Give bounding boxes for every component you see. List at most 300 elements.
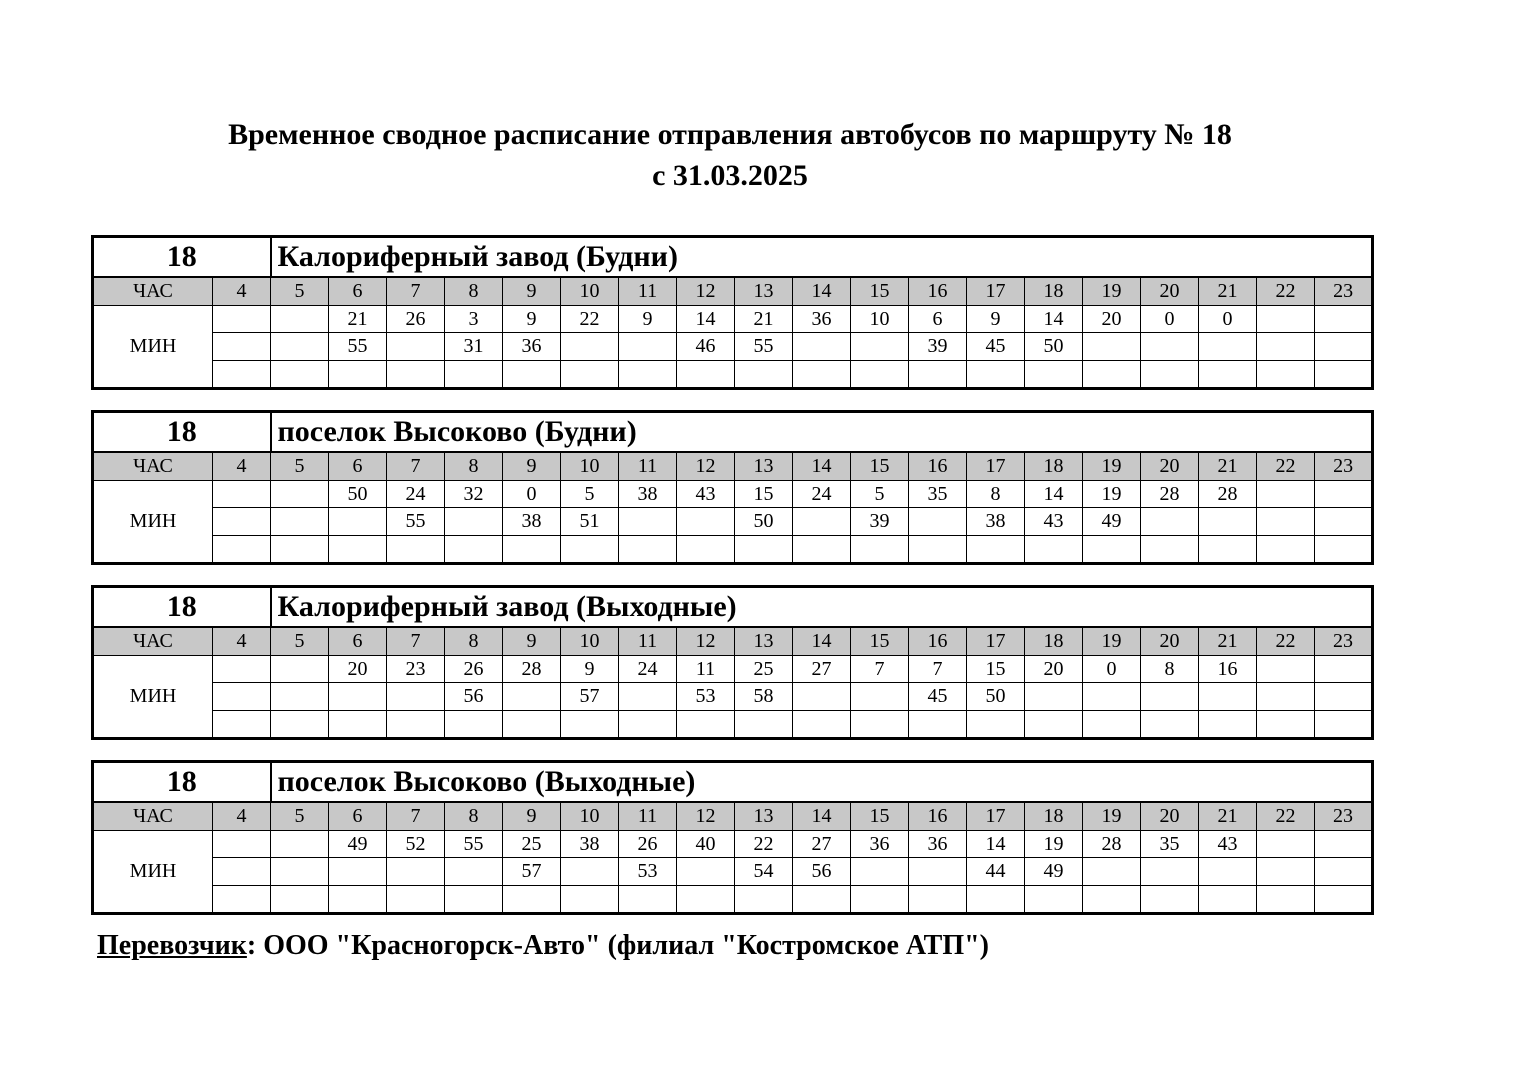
minute-cell: 27 [793, 655, 851, 683]
minute-cell [1315, 683, 1373, 711]
minute-cell: 36 [851, 830, 909, 858]
hour-cell: 20 [1141, 277, 1199, 305]
minute-cell: 43 [1025, 508, 1083, 536]
minute-cell [1199, 360, 1257, 389]
minute-cell: 56 [445, 683, 503, 711]
minute-cell: 49 [1025, 858, 1083, 886]
minute-cell: 20 [1083, 305, 1141, 333]
minute-cell [1315, 655, 1373, 683]
minute-cell: 35 [1141, 830, 1199, 858]
minute-cell [1199, 710, 1257, 739]
minute-cell: 21 [329, 305, 387, 333]
minute-cell [1257, 830, 1315, 858]
minute-cell [445, 360, 503, 389]
minute-cell [909, 858, 967, 886]
minute-cell [793, 333, 851, 361]
minute-cell: 32 [445, 480, 503, 508]
minute-cell: 24 [387, 480, 445, 508]
minute-cell: 20 [1025, 655, 1083, 683]
minute-cell: 14 [1025, 480, 1083, 508]
minute-cell [1083, 333, 1141, 361]
minute-cell [677, 508, 735, 536]
hour-cell: 17 [967, 802, 1025, 830]
hour-cell: 14 [793, 277, 851, 305]
hour-cell: 23 [1315, 277, 1373, 305]
minute-cell: 15 [967, 655, 1025, 683]
minute-cell [1257, 333, 1315, 361]
hour-cell: 19 [1083, 277, 1141, 305]
minute-cell [1025, 535, 1083, 564]
minute-cell [909, 360, 967, 389]
minute-cell: 39 [909, 333, 967, 361]
minute-cell [1315, 333, 1373, 361]
minute-cell [271, 360, 329, 389]
minute-cell: 20 [329, 655, 387, 683]
hour-cell: 18 [1025, 802, 1083, 830]
minute-cell [329, 360, 387, 389]
minute-cell [677, 535, 735, 564]
minute-cell [387, 885, 445, 914]
minute-label: МИН [93, 480, 213, 564]
minute-cell: 10 [851, 305, 909, 333]
minute-cell [1083, 535, 1141, 564]
minute-cell [1083, 858, 1141, 886]
minute-cell [1199, 535, 1257, 564]
minute-cell [677, 858, 735, 886]
hour-cell: 11 [619, 277, 677, 305]
minute-cell [851, 710, 909, 739]
minute-cell: 55 [329, 333, 387, 361]
minute-cell [271, 830, 329, 858]
minute-cell: 24 [793, 480, 851, 508]
minute-cell: 16 [1199, 655, 1257, 683]
minute-cell: 36 [909, 830, 967, 858]
minute-cell [1199, 333, 1257, 361]
minute-cell [1025, 885, 1083, 914]
minute-cell: 53 [619, 858, 677, 886]
minute-cell [271, 508, 329, 536]
minute-cell [619, 508, 677, 536]
minute-cell [1315, 360, 1373, 389]
minute-cell: 40 [677, 830, 735, 858]
hour-cell: 10 [561, 802, 619, 830]
minute-cell [271, 710, 329, 739]
minute-cell [503, 360, 561, 389]
minute-cell [851, 333, 909, 361]
minute-cell [1199, 683, 1257, 711]
minute-cell [793, 535, 851, 564]
hour-cell: 23 [1315, 452, 1373, 480]
minute-label: МИН [93, 305, 213, 389]
minute-cell: 49 [1083, 508, 1141, 536]
hour-cell: 22 [1257, 452, 1315, 480]
minute-cell: 50 [735, 508, 793, 536]
minute-label: МИН [93, 655, 213, 739]
direction-title: поселок Высоково (Выходные) [271, 762, 1373, 803]
hour-cell: 8 [445, 277, 503, 305]
minute-cell [735, 360, 793, 389]
minute-cell: 57 [503, 858, 561, 886]
hour-cell: 20 [1141, 802, 1199, 830]
minute-cell [213, 333, 271, 361]
hour-cell: 13 [735, 802, 793, 830]
hour-cell: 16 [909, 802, 967, 830]
minute-cell [1199, 508, 1257, 536]
hour-cell: 22 [1257, 802, 1315, 830]
minute-cell: 52 [387, 830, 445, 858]
minute-cell: 15 [735, 480, 793, 508]
minute-cell: 5 [561, 480, 619, 508]
minute-cell [329, 710, 387, 739]
minute-cell [1257, 710, 1315, 739]
minute-cell: 28 [503, 655, 561, 683]
hour-cell: 13 [735, 627, 793, 655]
minute-cell [677, 885, 735, 914]
hour-cell: 12 [677, 802, 735, 830]
minute-cell: 44 [967, 858, 1025, 886]
hour-cell: 14 [793, 802, 851, 830]
minute-cell [1315, 305, 1373, 333]
minute-cell [213, 535, 271, 564]
minute-cell [793, 360, 851, 389]
hour-cell: 15 [851, 627, 909, 655]
hour-cell: 4 [213, 627, 271, 655]
minute-cell [735, 710, 793, 739]
minute-cell: 23 [387, 655, 445, 683]
hour-cell: 19 [1083, 627, 1141, 655]
minute-cell: 50 [329, 480, 387, 508]
minute-cell: 45 [967, 333, 1025, 361]
minute-cell [271, 535, 329, 564]
hour-cell: 17 [967, 452, 1025, 480]
minute-cell [1083, 710, 1141, 739]
minute-cell [1315, 830, 1373, 858]
minute-cell [1315, 858, 1373, 886]
hour-cell: 10 [561, 452, 619, 480]
schedule-table [91, 585, 1374, 740]
minute-cell: 0 [1083, 655, 1141, 683]
hour-cell: 10 [561, 277, 619, 305]
minute-cell: 31 [445, 333, 503, 361]
minute-cell [561, 535, 619, 564]
direction-title: Калориферный завод (Выходные) [271, 587, 1373, 628]
minute-cell: 38 [503, 508, 561, 536]
minute-cell: 26 [619, 830, 677, 858]
hour-cell: 7 [387, 627, 445, 655]
minute-cell [329, 535, 387, 564]
minute-cell [329, 683, 387, 711]
minute-cell [1257, 360, 1315, 389]
minute-cell [1025, 683, 1083, 711]
minute-cell [1083, 360, 1141, 389]
minute-cell [1257, 535, 1315, 564]
minute-cell [1257, 858, 1315, 886]
minute-cell [1141, 508, 1199, 536]
minute-cell [503, 710, 561, 739]
route-number: 18 [93, 762, 271, 803]
minute-cell [793, 710, 851, 739]
hour-cell: 6 [329, 627, 387, 655]
hour-cell: 6 [329, 802, 387, 830]
minute-cell [387, 535, 445, 564]
minute-cell [1141, 683, 1199, 711]
carrier-label: Перевозчик [97, 930, 247, 961]
hour-cell: 4 [213, 802, 271, 830]
minute-cell: 3 [445, 305, 503, 333]
minute-cell: 21 [735, 305, 793, 333]
minute-cell: 19 [1025, 830, 1083, 858]
minute-cell: 14 [1025, 305, 1083, 333]
minute-cell [1315, 480, 1373, 508]
minute-cell [619, 885, 677, 914]
minute-cell [445, 858, 503, 886]
minute-cell: 55 [445, 830, 503, 858]
minute-cell [1141, 885, 1199, 914]
minute-cell [329, 508, 387, 536]
minute-cell: 6 [909, 305, 967, 333]
minute-cell: 9 [619, 305, 677, 333]
minute-cell [1141, 710, 1199, 739]
hour-label: ЧАС [93, 277, 213, 305]
minute-cell: 9 [503, 305, 561, 333]
minute-cell [1083, 683, 1141, 711]
minute-cell [1141, 360, 1199, 389]
route-number: 18 [93, 237, 271, 278]
minute-cell: 36 [503, 333, 561, 361]
minute-cell [503, 683, 561, 711]
minute-cell: 25 [503, 830, 561, 858]
minute-cell [909, 508, 967, 536]
minute-cell [967, 360, 1025, 389]
minute-cell: 0 [1199, 305, 1257, 333]
hour-cell: 23 [1315, 627, 1373, 655]
minute-cell [503, 535, 561, 564]
hour-cell: 17 [967, 627, 1025, 655]
minute-cell: 54 [735, 858, 793, 886]
minute-cell [271, 655, 329, 683]
minute-cell: 57 [561, 683, 619, 711]
direction-title: поселок Высоково (Будни) [271, 412, 1373, 453]
minute-cell [213, 885, 271, 914]
minute-cell [213, 655, 271, 683]
hour-cell: 5 [271, 627, 329, 655]
minute-cell [677, 710, 735, 739]
hour-cell: 12 [677, 627, 735, 655]
minute-cell: 50 [967, 683, 1025, 711]
minute-cell [851, 535, 909, 564]
minute-cell: 53 [677, 683, 735, 711]
schedule-table [91, 410, 1374, 565]
page-subtitle: с 31.03.2025 [652, 159, 808, 192]
hour-cell: 5 [271, 277, 329, 305]
hour-cell: 18 [1025, 277, 1083, 305]
minute-cell [271, 305, 329, 333]
hour-cell: 5 [271, 802, 329, 830]
minute-cell: 22 [735, 830, 793, 858]
minute-cell [271, 885, 329, 914]
hour-cell: 12 [677, 452, 735, 480]
hour-cell: 18 [1025, 452, 1083, 480]
minute-cell: 14 [967, 830, 1025, 858]
minute-cell: 11 [677, 655, 735, 683]
hour-cell: 6 [329, 452, 387, 480]
minute-cell [561, 360, 619, 389]
minute-cell: 7 [851, 655, 909, 683]
hour-cell: 7 [387, 277, 445, 305]
hour-cell: 6 [329, 277, 387, 305]
minute-cell: 38 [561, 830, 619, 858]
minute-cell [909, 535, 967, 564]
minute-cell [793, 885, 851, 914]
minute-cell [561, 710, 619, 739]
hour-cell: 10 [561, 627, 619, 655]
minute-cell [561, 333, 619, 361]
minute-cell: 51 [561, 508, 619, 536]
minute-cell [213, 710, 271, 739]
minute-cell: 43 [1199, 830, 1257, 858]
hour-cell: 20 [1141, 627, 1199, 655]
minute-cell [1315, 535, 1373, 564]
minute-cell [329, 885, 387, 914]
minute-cell: 55 [387, 508, 445, 536]
minute-cell [387, 360, 445, 389]
hour-cell: 15 [851, 277, 909, 305]
hour-cell: 17 [967, 277, 1025, 305]
minute-cell [445, 508, 503, 536]
minute-cell: 27 [793, 830, 851, 858]
minute-cell [1199, 885, 1257, 914]
hour-cell: 15 [851, 802, 909, 830]
hour-cell: 22 [1257, 277, 1315, 305]
minute-cell [271, 683, 329, 711]
minute-cell [503, 885, 561, 914]
minute-cell: 22 [561, 305, 619, 333]
route-number: 18 [93, 587, 271, 628]
hour-cell: 9 [503, 802, 561, 830]
minute-cell [851, 360, 909, 389]
minute-cell [1315, 710, 1373, 739]
minute-cell: 9 [967, 305, 1025, 333]
minute-cell: 38 [619, 480, 677, 508]
minute-cell: 38 [967, 508, 1025, 536]
page-title: Временное сводное расписание отправления автобусов по маршруту № 18 [228, 118, 1232, 151]
hour-cell: 11 [619, 627, 677, 655]
minute-cell [561, 858, 619, 886]
minute-cell: 58 [735, 683, 793, 711]
minute-cell [1257, 480, 1315, 508]
minute-cell [445, 885, 503, 914]
minute-cell: 19 [1083, 480, 1141, 508]
minute-cell: 28 [1199, 480, 1257, 508]
minute-cell: 45 [909, 683, 967, 711]
hour-cell: 9 [503, 277, 561, 305]
hour-cell: 7 [387, 802, 445, 830]
minute-cell: 28 [1141, 480, 1199, 508]
minute-cell: 24 [619, 655, 677, 683]
minute-cell [851, 683, 909, 711]
hour-cell: 23 [1315, 802, 1373, 830]
hour-cell: 4 [213, 277, 271, 305]
minute-cell [1025, 360, 1083, 389]
hour-cell: 5 [271, 452, 329, 480]
minute-cell [387, 683, 445, 711]
minute-cell [1199, 858, 1257, 886]
minute-cell: 49 [329, 830, 387, 858]
minute-cell [1257, 683, 1315, 711]
hour-cell: 9 [503, 627, 561, 655]
minute-cell [271, 858, 329, 886]
hour-cell: 8 [445, 627, 503, 655]
hour-label: ЧАС [93, 627, 213, 655]
minute-cell [213, 480, 271, 508]
hour-cell: 14 [793, 452, 851, 480]
hour-cell: 8 [445, 452, 503, 480]
hour-cell: 22 [1257, 627, 1315, 655]
minute-cell [967, 885, 1025, 914]
minute-cell [1083, 885, 1141, 914]
hour-cell: 21 [1199, 802, 1257, 830]
hour-cell: 11 [619, 452, 677, 480]
minute-cell [1141, 858, 1199, 886]
minute-cell: 8 [967, 480, 1025, 508]
schedule-table [91, 235, 1374, 390]
minute-cell: 46 [677, 333, 735, 361]
minute-cell [561, 885, 619, 914]
hour-cell: 14 [793, 627, 851, 655]
minute-cell: 39 [851, 508, 909, 536]
hour-cell: 21 [1199, 627, 1257, 655]
minute-cell: 36 [793, 305, 851, 333]
minute-cell [1257, 655, 1315, 683]
minute-cell: 5 [851, 480, 909, 508]
minute-cell [213, 360, 271, 389]
hour-cell: 7 [387, 452, 445, 480]
minute-cell [967, 710, 1025, 739]
minute-cell [213, 830, 271, 858]
hour-cell: 19 [1083, 802, 1141, 830]
minute-cell [735, 885, 793, 914]
minute-cell: 25 [735, 655, 793, 683]
hour-label: ЧАС [93, 802, 213, 830]
minute-cell [619, 333, 677, 361]
minute-cell [1257, 885, 1315, 914]
minute-cell [271, 480, 329, 508]
carrier-name: : ООО "Красногорск-Авто" (филиал "Костромское АТП") [246, 930, 989, 961]
minute-cell [445, 710, 503, 739]
hour-cell: 9 [503, 452, 561, 480]
minute-cell [619, 710, 677, 739]
minute-cell: 9 [561, 655, 619, 683]
minute-cell: 56 [793, 858, 851, 886]
hour-cell: 16 [909, 277, 967, 305]
minute-cell: 0 [503, 480, 561, 508]
hour-cell: 13 [735, 277, 793, 305]
minute-cell: 50 [1025, 333, 1083, 361]
minute-cell [1141, 535, 1199, 564]
hour-cell: 13 [735, 452, 793, 480]
minute-cell [1257, 305, 1315, 333]
minute-cell [909, 885, 967, 914]
hour-cell: 12 [677, 277, 735, 305]
minute-cell [213, 508, 271, 536]
hour-cell: 11 [619, 802, 677, 830]
route-number: 18 [93, 412, 271, 453]
minute-cell: 43 [677, 480, 735, 508]
hour-cell: 4 [213, 452, 271, 480]
minute-cell [213, 305, 271, 333]
minute-cell [619, 360, 677, 389]
minute-cell [387, 858, 445, 886]
